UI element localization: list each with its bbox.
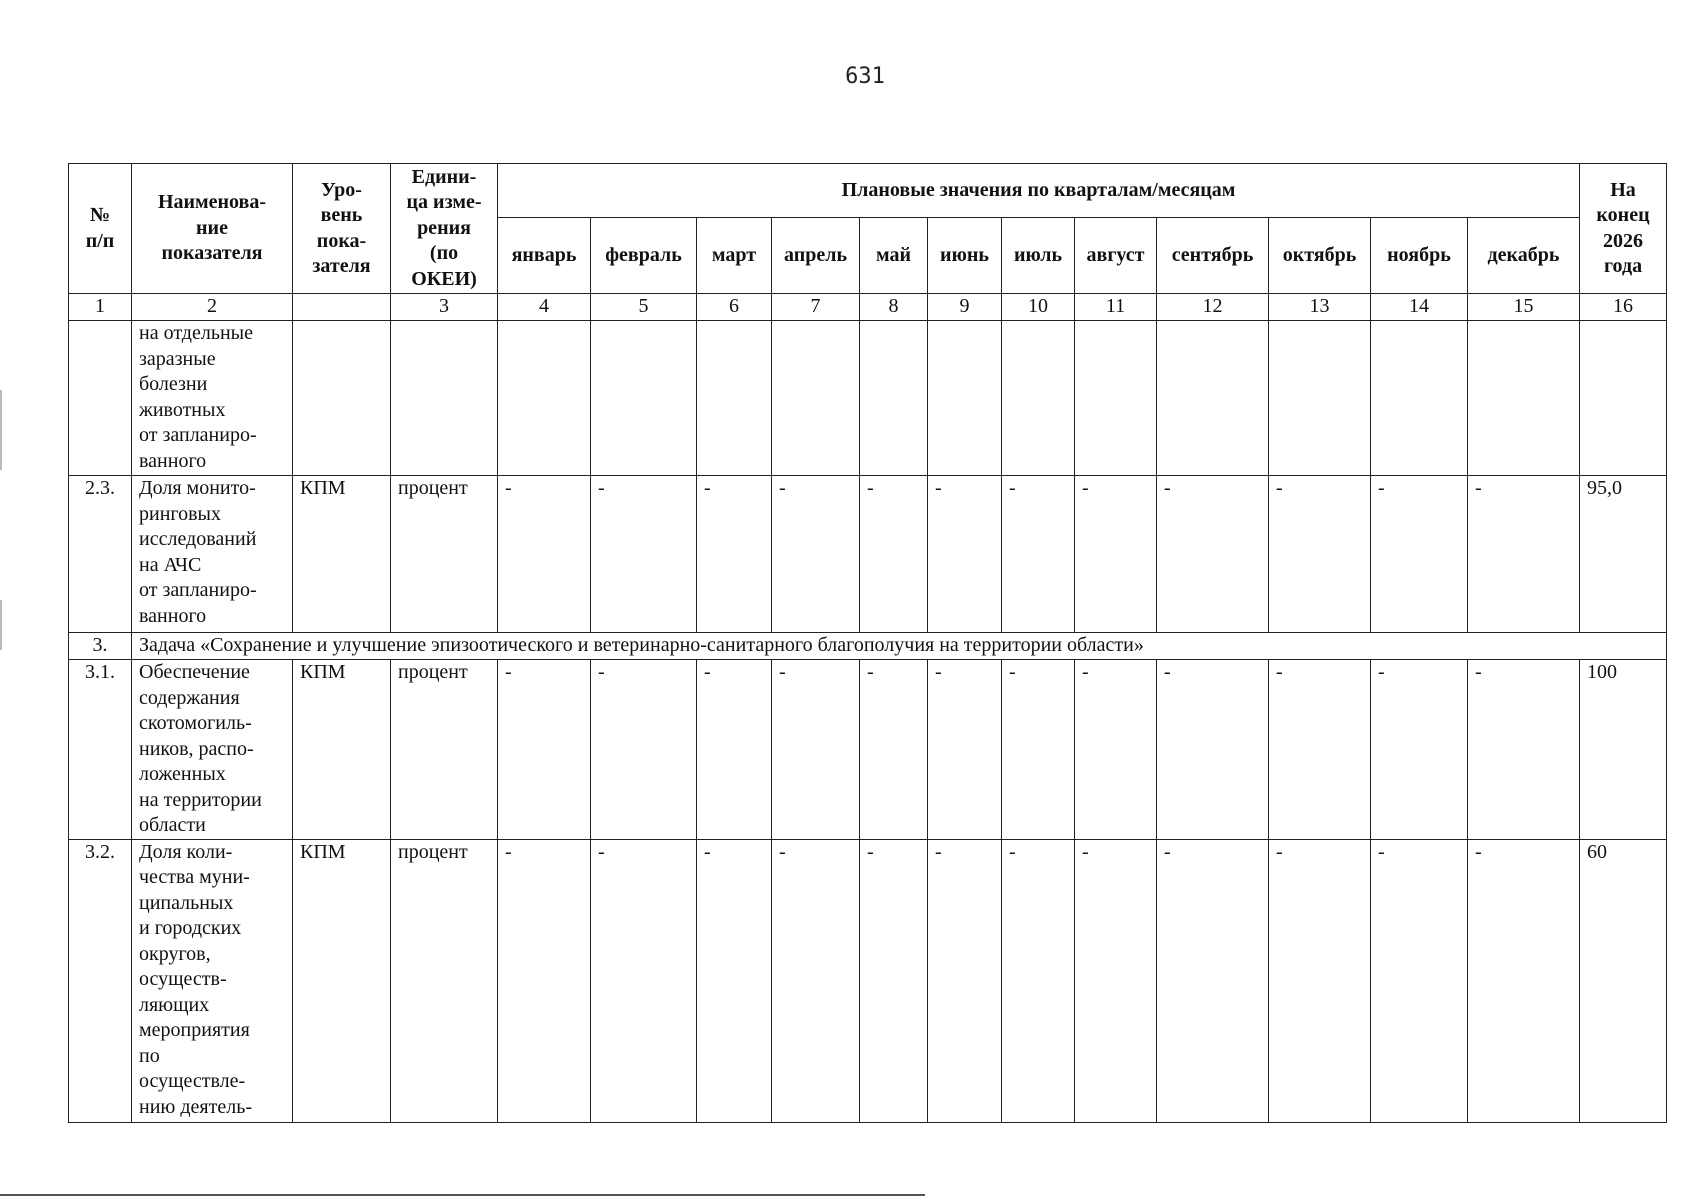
indicator-level: КПМ	[293, 839, 391, 1122]
col-number: 9	[928, 294, 1002, 321]
indicator-name: Доля коли- чества муни- ципальных и городских округов, осуществ- ляющих мероприятия по осуществле- нию деятель-	[132, 839, 293, 1122]
header-name: Наименова- ние показателя	[132, 164, 293, 294]
month-value: -	[1075, 476, 1157, 633]
month-header: октябрь	[1269, 218, 1371, 294]
indicator-unit	[391, 321, 498, 476]
month-value	[1468, 321, 1580, 476]
month-header: май	[860, 218, 928, 294]
col-number: 1	[69, 294, 132, 321]
month-value: -	[498, 476, 591, 633]
header-end: На конец 2026 года	[1580, 164, 1667, 294]
month-value: -	[1468, 660, 1580, 840]
month-header: февраль	[591, 218, 697, 294]
row-number: 3.1.	[69, 660, 132, 840]
indicator-level: КПМ	[293, 476, 391, 633]
month-value: -	[1002, 660, 1075, 840]
month-value: -	[1269, 476, 1371, 633]
header-unit: Едини- ца изме- рения (по ОКЕИ)	[391, 164, 498, 294]
indicator-name: Обеспечение содержания скотомогиль- ников, распо- ложенных на территории области	[132, 660, 293, 840]
col-number	[293, 294, 391, 321]
indicator-name: Доля монито- ринговых исследований на АЧС от запланиро- ванного	[132, 476, 293, 633]
col-number: 7	[772, 294, 860, 321]
col-number: 6	[697, 294, 772, 321]
month-header: март	[697, 218, 772, 294]
month-value: -	[1269, 839, 1371, 1122]
row-number: 3.2.	[69, 839, 132, 1122]
task-row	[69, 633, 1667, 660]
month-value	[1002, 321, 1075, 476]
month-value	[591, 321, 697, 476]
month-value: -	[1468, 476, 1580, 633]
month-value: -	[1371, 660, 1468, 840]
task-number: 3.	[69, 633, 132, 660]
col-number: 11	[1075, 294, 1157, 321]
month-value: -	[1371, 476, 1468, 633]
task-text: Задача «Сохранение и улучшение эпизоотического и ветеринарно-санитарного благополучия на территории области»	[132, 633, 1667, 660]
month-value: -	[697, 476, 772, 633]
month-value	[860, 321, 928, 476]
month-header: сентябрь	[1157, 218, 1269, 294]
table-row	[69, 839, 1667, 1122]
col-number: 5	[591, 294, 697, 321]
month-value: -	[591, 476, 697, 633]
col-number: 16	[1580, 294, 1667, 321]
header-level: Уро- вень пока- зателя	[293, 164, 391, 294]
row-number: 2.3.	[69, 476, 132, 633]
page-number: 631	[845, 64, 885, 89]
indicator-unit: процент	[391, 476, 498, 633]
month-value: -	[1075, 839, 1157, 1122]
month-value	[928, 321, 1002, 476]
month-header: январь	[498, 218, 591, 294]
month-value	[697, 321, 772, 476]
month-value: -	[1002, 839, 1075, 1122]
month-value	[498, 321, 591, 476]
row-number	[69, 321, 132, 476]
month-value	[1075, 321, 1157, 476]
end-value: 95,0	[1580, 476, 1667, 633]
month-header: июнь	[928, 218, 1002, 294]
col-number: 12	[1157, 294, 1269, 321]
header-num: № п/п	[69, 164, 132, 294]
month-value: -	[697, 660, 772, 840]
month-value: -	[1002, 476, 1075, 633]
month-header: август	[1075, 218, 1157, 294]
month-value: -	[697, 839, 772, 1122]
month-value: -	[1157, 839, 1269, 1122]
month-value: -	[928, 660, 1002, 840]
month-value: -	[860, 839, 928, 1122]
indicator-unit: процент	[391, 660, 498, 840]
month-value: -	[772, 839, 860, 1122]
month-value: -	[591, 660, 697, 840]
col-number: 13	[1269, 294, 1371, 321]
month-value: -	[1371, 839, 1468, 1122]
month-header: декабрь	[1468, 218, 1580, 294]
indicator-level: КПМ	[293, 660, 391, 840]
month-value: -	[1157, 660, 1269, 840]
table-row	[69, 321, 1667, 476]
month-value	[1157, 321, 1269, 476]
month-header: ноябрь	[1371, 218, 1468, 294]
scan-artifact	[0, 600, 2, 650]
col-number: 15	[1468, 294, 1580, 321]
bottom-rule	[0, 1194, 925, 1196]
col-number: 2	[132, 294, 293, 321]
month-value	[1371, 321, 1468, 476]
month-value: -	[1468, 839, 1580, 1122]
col-number: 10	[1002, 294, 1075, 321]
end-value: 100	[1580, 660, 1667, 840]
col-number: 14	[1371, 294, 1468, 321]
indicator-unit: процент	[391, 839, 498, 1122]
month-value	[772, 321, 860, 476]
end-value: 60	[1580, 839, 1667, 1122]
month-header: июль	[1002, 218, 1075, 294]
month-value: -	[498, 839, 591, 1122]
table-row	[69, 660, 1667, 840]
month-value: -	[1075, 660, 1157, 840]
month-value: -	[772, 476, 860, 633]
column-number-row	[69, 294, 1667, 321]
month-value: -	[860, 660, 928, 840]
month-value: -	[860, 476, 928, 633]
indicator-level	[293, 321, 391, 476]
month-value: -	[1157, 476, 1269, 633]
month-header: апрель	[772, 218, 860, 294]
month-value: -	[928, 839, 1002, 1122]
col-number: 4	[498, 294, 591, 321]
scan-artifact	[0, 390, 2, 470]
indicator-name: на отдельные заразные болезни животных от запланиро- ванного	[132, 321, 293, 476]
month-value: -	[591, 839, 697, 1122]
month-value: -	[928, 476, 1002, 633]
month-value: -	[498, 660, 591, 840]
col-number: 8	[860, 294, 928, 321]
col-number: 3	[391, 294, 498, 321]
header-plan: Плановые значения по кварталам/месяцам	[498, 164, 1580, 218]
month-value: -	[1269, 660, 1371, 840]
month-value	[1269, 321, 1371, 476]
end-value	[1580, 321, 1667, 476]
month-value: -	[772, 660, 860, 840]
table-row	[69, 476, 1667, 633]
indicators-table	[68, 163, 1667, 1123]
